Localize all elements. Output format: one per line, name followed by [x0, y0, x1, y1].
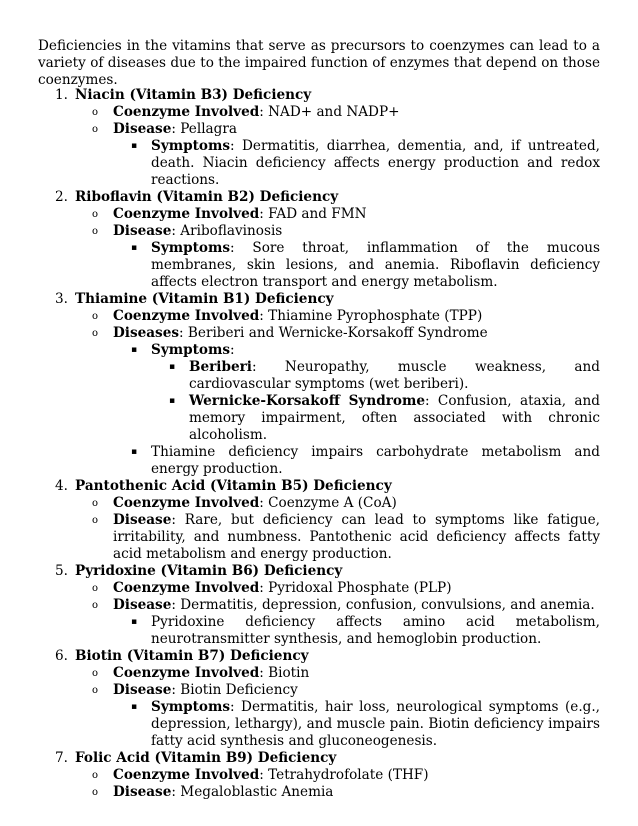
coenzyme-value: : Tetrahydrofolate (THF): [259, 767, 429, 783]
coenzyme-label: Coenzyme Involved: [113, 308, 260, 324]
item-heading: [38, 648, 600, 665]
disease-label: Disease: [113, 512, 172, 528]
coenzyme-label: Coenzyme Involved: [113, 665, 260, 681]
symptoms-value: : Dermatitis, diarrhea, dementia, and, if untreated, death. Niacin deficiency affects energy production and redox reactions.: [151, 138, 600, 188]
item-number: 6.: [55, 648, 68, 664]
disease-value: : Pellagra: [171, 121, 237, 137]
beriberi-value: : Neuropathy, muscle weakness, and cardiovascular symptoms (wet beriberi).: [189, 359, 600, 392]
circle-bullet-icon: o: [92, 600, 99, 611]
square-bullet-icon: ▪: [169, 396, 176, 406]
item-number: 1.: [55, 87, 68, 103]
circle-bullet-icon: o: [92, 226, 99, 237]
symptoms-value: : Dermatitis, hair loss, neurological symptoms (e.g., depression, lethargy), and muscle pain. Biotin deficiency impairs fatty acid synthesis and gluconeogenesis.: [151, 699, 600, 749]
note-line: [38, 444, 600, 478]
disease-label: Disease: [113, 597, 172, 613]
disease-label: Diseases: [113, 325, 180, 341]
disease-line: [38, 325, 600, 342]
square-bullet-icon: ▪: [131, 617, 138, 627]
square-bullet-icon: ▪: [131, 345, 138, 355]
deficiency-list: [38, 87, 600, 801]
list-item-pyridoxine: [38, 563, 600, 648]
coenzyme-label: Coenzyme Involved: [113, 206, 260, 222]
item-heading: [38, 87, 600, 104]
disease-value: : Biotin Deficiency: [171, 682, 298, 698]
circle-bullet-icon: o: [92, 311, 99, 322]
coenzyme-value: : Thiamine Pyrophosphate (TPP): [259, 308, 483, 324]
list-item-biotin: [38, 648, 600, 750]
disease-value: : Ariboflavinosis: [171, 223, 283, 239]
disease-line: [38, 682, 600, 699]
coenzyme-value: : NAD+ and NADP+: [259, 104, 400, 120]
item-title: Pantothenic Acid (Vitamin B5) Deficiency: [75, 478, 392, 494]
wernicke-korsakoff-value: : Confusion, ataxia, and memory impairment, often associated with chronic alcoholism.: [189, 393, 600, 443]
symptoms-value: : Sore throat, inflammation of the mucous membranes, skin lesions, and anemia. Riboflavin deficiency affects electron transport and energy metabolism.: [151, 240, 600, 290]
circle-bullet-icon: o: [92, 787, 99, 798]
coenzyme-label: Coenzyme Involved: [113, 495, 260, 511]
coenzyme-line: [38, 665, 600, 682]
note-text: Pyridoxine deficiency affects amino acid metabolism, neurotransmitter synthesis, and hemoglobin production.: [151, 614, 600, 647]
symptoms-label: Symptoms: [151, 699, 230, 715]
coenzyme-value: : Pyridoxal Phosphate (PLP): [259, 580, 452, 596]
disease-line: [38, 223, 600, 240]
item-title: Niacin (Vitamin B3) Deficiency: [75, 87, 312, 103]
item-title: Thiamine (Vitamin B1) Deficiency: [75, 291, 334, 307]
disease-line: [38, 784, 600, 801]
item-number: 2.: [55, 189, 68, 205]
circle-bullet-icon: o: [92, 770, 99, 781]
item-heading: [38, 291, 600, 308]
item-title: Riboflavin (Vitamin B2) Deficiency: [75, 189, 339, 205]
square-bullet-icon: ▪: [169, 362, 176, 372]
symptoms-label: Symptoms: [151, 240, 230, 256]
circle-bullet-icon: o: [92, 515, 99, 526]
list-item-folic-acid: [38, 750, 600, 801]
beriberi-label: Beriberi: [189, 359, 252, 375]
coenzyme-label: Coenzyme Involved: [113, 767, 260, 783]
coenzyme-line: [38, 580, 600, 597]
item-number: 5.: [55, 563, 68, 579]
item-heading: [38, 189, 600, 206]
disease-line: [38, 121, 600, 138]
disease-line: [38, 597, 600, 614]
item-title: Pyridoxine (Vitamin B6) Deficiency: [75, 563, 343, 579]
intro-paragraph: Deficiencies in the vitamins that serve as precursors to coenzymes can lead to a variety of diseases due to the impaired function of enzymes that depend on those coenzymes.: [38, 38, 600, 88]
circle-bullet-icon: o: [92, 668, 99, 679]
symptoms-label: Symptoms: [151, 342, 230, 358]
circle-bullet-icon: o: [92, 107, 99, 118]
symptoms-line: [38, 138, 600, 189]
circle-bullet-icon: o: [92, 685, 99, 696]
item-heading: [38, 563, 600, 580]
item-number: 4.: [55, 478, 68, 494]
disease-line: [38, 512, 600, 563]
list-item-niacin: [38, 87, 600, 189]
disease-value: : Rare, but deficiency can lead to symptoms like fatigue, irritability, and numbness. Pantothenic acid deficiency affects fatty acid metabolism and energy production.: [113, 512, 600, 562]
note-line: [38, 614, 600, 648]
symptoms-label: Symptoms: [151, 138, 230, 154]
item-number: 3.: [55, 291, 68, 307]
coenzyme-value: : Coenzyme A (CoA): [259, 495, 397, 511]
coenzyme-line: [38, 308, 600, 325]
symptoms-line: [38, 699, 600, 750]
item-heading: [38, 750, 600, 767]
disease-label: Disease: [113, 121, 172, 137]
disease-value: : Beriberi and Wernicke-Korsakoff Syndrome: [179, 325, 488, 341]
item-heading: [38, 478, 600, 495]
circle-bullet-icon: o: [92, 583, 99, 594]
list-item-thiamine: [38, 291, 600, 478]
circle-bullet-icon: o: [92, 498, 99, 509]
circle-bullet-icon: o: [92, 124, 99, 135]
coenzyme-line: [38, 767, 600, 784]
coenzyme-label: Coenzyme Involved: [113, 104, 260, 120]
list-item-pantothenic-acid: [38, 478, 600, 563]
symptoms-line: [38, 240, 600, 291]
disease-label: Disease: [113, 682, 172, 698]
square-bullet-icon: ▪: [131, 702, 138, 712]
disease-value: : Dermatitis, depression, confusion, convulsions, and anemia.: [171, 597, 595, 613]
note-text: Thiamine deficiency impairs carbohydrate metabolism and energy production.: [151, 444, 600, 477]
square-bullet-icon: ▪: [131, 141, 138, 151]
list-item-riboflavin: [38, 189, 600, 291]
item-title: Folic Acid (Vitamin B9) Deficiency: [75, 750, 337, 766]
wernicke-korsakoff-line: [38, 393, 600, 444]
symptoms-value: :: [230, 342, 235, 358]
coenzyme-label: Coenzyme Involved: [113, 580, 260, 596]
symptoms-line: [38, 342, 600, 359]
coenzyme-line: [38, 104, 600, 121]
circle-bullet-icon: o: [92, 209, 99, 220]
coenzyme-value: : Biotin: [259, 665, 310, 681]
coenzyme-line: [38, 206, 600, 223]
circle-bullet-icon: o: [92, 328, 99, 339]
disease-label: Disease: [113, 784, 172, 800]
disease-label: Disease: [113, 223, 172, 239]
coenzyme-line: [38, 495, 600, 512]
disease-value: : Megaloblastic Anemia: [171, 784, 334, 800]
coenzyme-value: : FAD and FMN: [259, 206, 367, 222]
square-bullet-icon: ▪: [131, 243, 138, 253]
item-title: Biotin (Vitamin B7) Deficiency: [75, 648, 309, 664]
square-bullet-icon: ▪: [131, 447, 138, 457]
item-number: 7.: [55, 750, 68, 766]
wernicke-korsakoff-label: Wernicke-Korsakoff Syndrome: [189, 393, 425, 409]
beriberi-line: [38, 359, 600, 393]
